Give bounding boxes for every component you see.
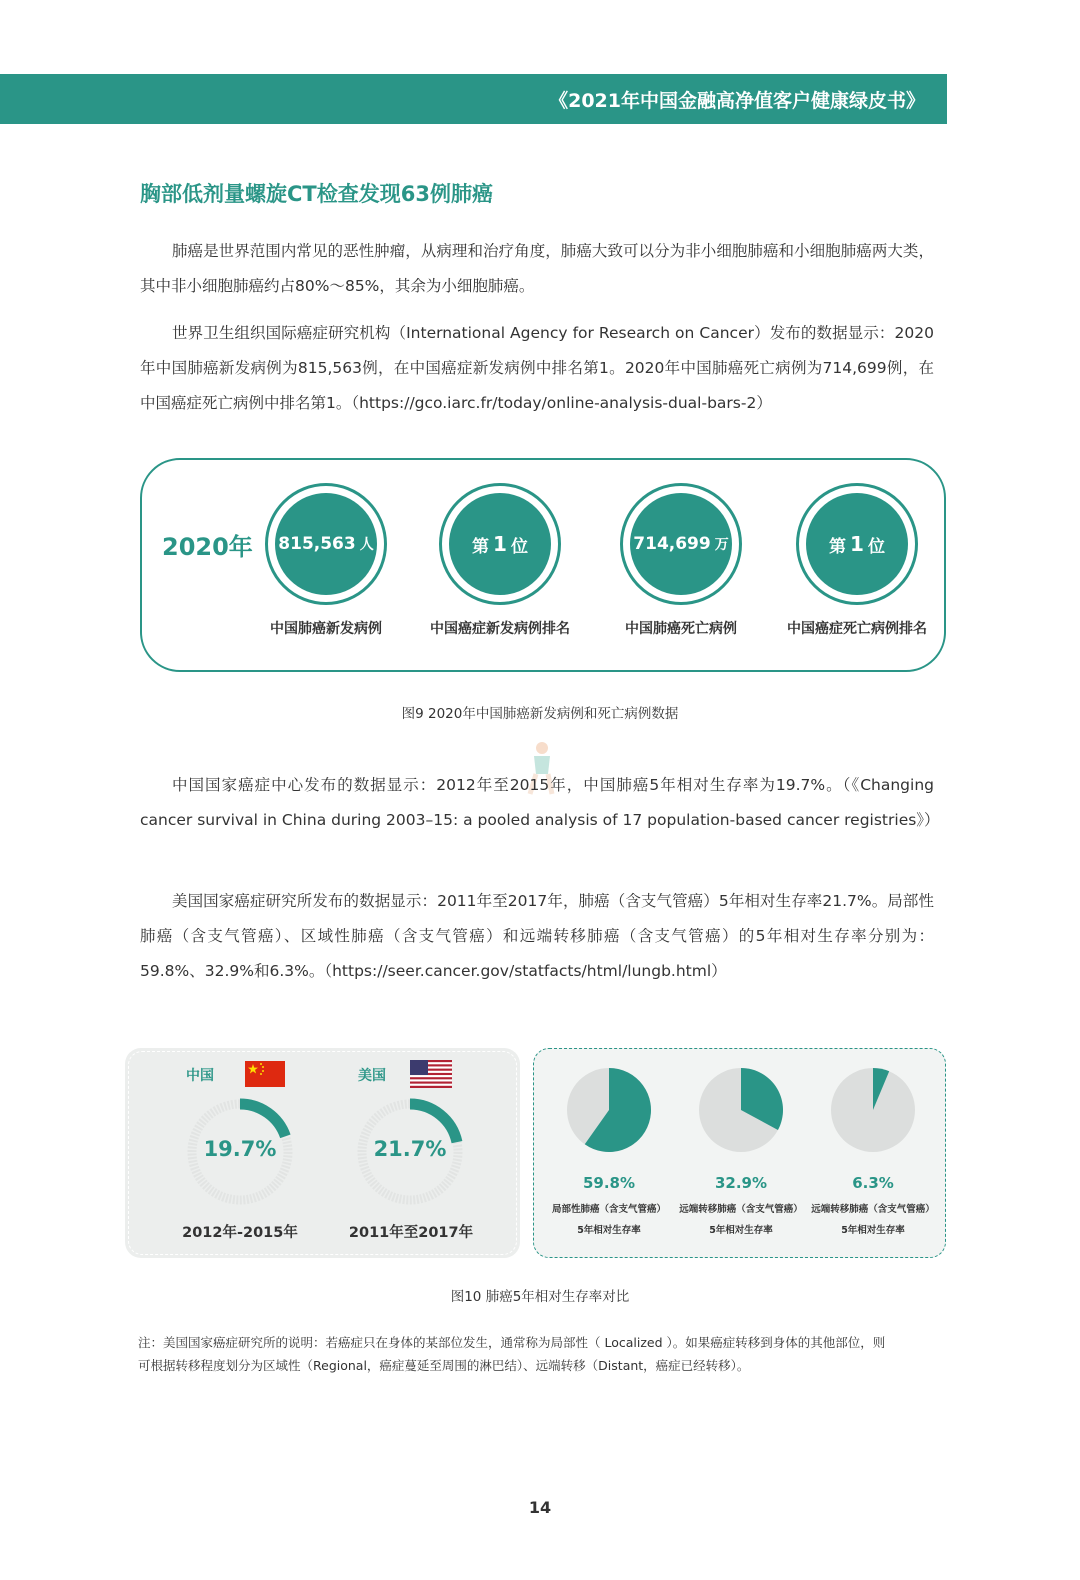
stat-label: 中国肺癌新发病例 [270, 621, 382, 637]
donut-percent: 19.7% [203, 1137, 277, 1161]
pie-regional [697, 1066, 785, 1154]
stat-value: 815,563 [278, 534, 356, 554]
donut-value-arc [240, 1104, 285, 1136]
pie-percent: 6.3% [852, 1174, 894, 1192]
stat-value-circle [630, 493, 732, 595]
country-label-usa: 美国 [358, 1068, 386, 1084]
donut-period: 2012年-2015年 [182, 1225, 298, 1241]
stat-unit: 万 [714, 537, 729, 553]
stats-year: 2020年 [162, 533, 253, 561]
document-title: 《2021年中国金融高净值客户健康绿皮书》 [549, 90, 925, 112]
figure10-caption: 图10 肺癌5年相对生存率对比 [450, 1289, 630, 1305]
stat-value-circle [275, 493, 377, 595]
stat-value-circle [449, 493, 551, 595]
stat-label: 中国肺癌死亡病例 [625, 621, 737, 637]
pie-percent: 59.8% [582, 1174, 636, 1192]
stat-unit: 位 [510, 536, 528, 557]
stat-prefix: 第 [472, 536, 490, 557]
donut-period: 2011年至2017年 [348, 1225, 474, 1241]
stat-value-circle [806, 493, 908, 595]
paragraph-2: 世界卫生组织国际癌症研究机构（International Agency for Research on Cancer）发布的数据显示：2020年中国肺癌新发病例为815,563例，在中国癌症新发病例中排名第1。2020年中国肺癌死亡病例为714,699例，在中国癌症死亡病例中排名第1。（https://gco.iarc.fr/today/online-analysis-dual-bars-2） [140, 324, 934, 412]
stat-unit: 位 [867, 536, 885, 557]
stat-prefix: 第 [829, 536, 847, 557]
stat-value: 1 [493, 532, 507, 556]
footnote: 注：美国国家癌症研究所的说明：若癌症只在身体的某部位发生，通常称为局部性（ Localized ）。如果癌症转移到身体的其他部位，则 可根据转移程度划分为区域性（Regional，癌症蔓延至周围的淋巴结）、远端转移（Distant，癌症已经转移）。 [138, 1335, 886, 1373]
pie-label: 局部性肺癌（含支气管癌） 5年相对生存率 [551, 1204, 666, 1236]
section-title: 胸部低剂量螺旋CT检查发现63例肺癌 [140, 182, 493, 206]
paragraph-4: 美国国家癌症研究所发布的数据显示：2011年至2017年，肺癌（含支气管癌）5年相对生存率21.7%。局部性肺癌（含支气管癌）、区域性肺癌（含支气管癌）和远端转移肺癌（含支气管癌）的5年相对生存率分别为：59.8%、32.9%和6.3%。（https://seer.cancer.gov/statfacts/html/lungb.html） [140, 892, 934, 980]
donut-percent: 21.7% [373, 1137, 447, 1161]
paragraph-3: 中国国家癌症中心发布的数据显示：2012年至2015年，中国肺癌5年相对生存率为19.7%。（《Changing cancer survival in China during 2003–15: a pooled analysis of 17 population-based cancer registries》） [140, 776, 940, 829]
stat-value: 714,699 [633, 534, 711, 554]
stat-value: 1 [850, 532, 864, 556]
usa-flag-icon [410, 1060, 452, 1088]
stat-label: 中国癌症新发病例排名 [430, 621, 570, 637]
country-label-china: 中国 [186, 1068, 214, 1084]
pie-percent: 32.9% [714, 1174, 768, 1192]
stat-unit: 人 [359, 537, 374, 553]
paragraph-1: 肺癌是世界范围内常见的恶性肿瘤，从病理和治疗角度，肺癌大致可以分为非小细胞肺癌和小细胞肺癌两大类，其中非小细胞肺癌约占80%～85%，其余为小细胞肺癌。 [140, 242, 934, 295]
figure9-caption: 图9 2020年中国肺癌新发病例和死亡病例数据 [401, 706, 679, 722]
pie-localized [565, 1066, 653, 1154]
pie-distant [829, 1066, 917, 1154]
stat-label: 中国癌症死亡病例排名 [787, 621, 927, 637]
pie-label: 远端转移肺癌（含支气管癌） 5年相对生存率 [679, 1204, 803, 1236]
page-number: 14 [528, 1498, 552, 1517]
china-flag-icon [245, 1061, 285, 1087]
pie-label: 远端转移肺癌（含支气管癌） 5年相对生存率 [811, 1204, 935, 1236]
header-banner [0, 74, 947, 124]
